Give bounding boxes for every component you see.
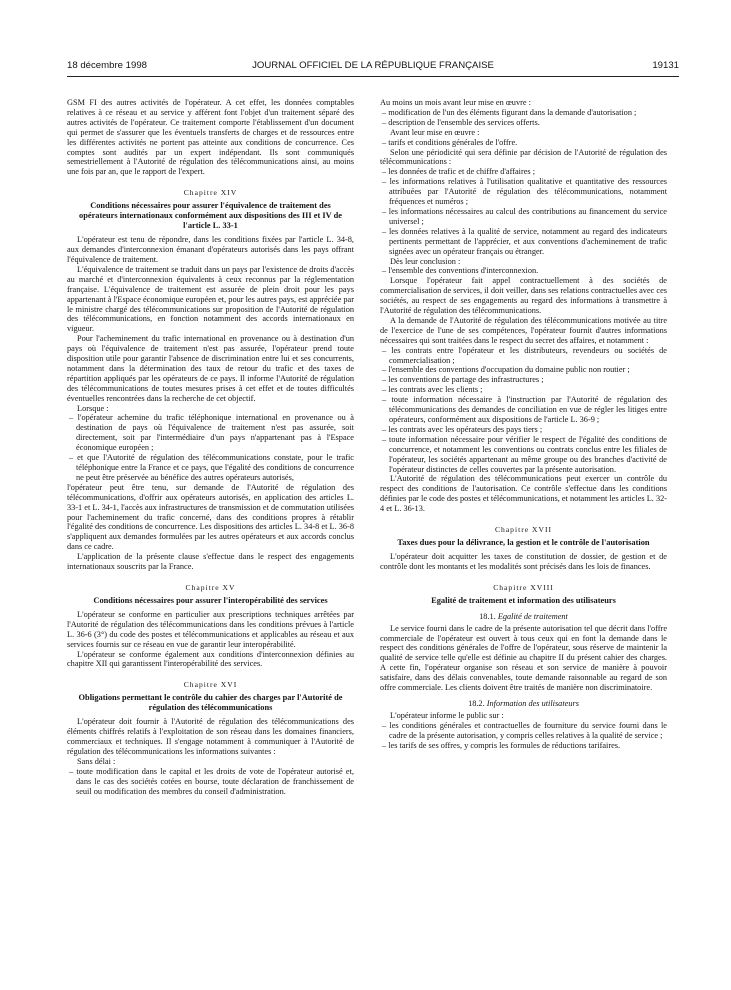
paragraph: Au moins un mois avant leur mise en œuvre : <box>380 98 531 107</box>
section-title: Egalité de traitement <box>497 611 568 621</box>
list-item: – les tarifs de ses offres, y compris les formules de réductions tarifaires. <box>382 740 621 750</box>
paragraph: L'opérateur doit acquitter les taxes de constitution de dossier, de gestion et de contrôle dont les montants et les modalités sont précisés dans les lois de finances. <box>380 551 667 571</box>
paragraph: L'opérateur se conforme également aux conditions d'interconnexion définies au chapitre XII qui garantissent l'interopérabilité des services. <box>67 649 354 669</box>
header-rule <box>67 76 679 77</box>
list-item: – toute information nécessaire pour vérifier le respect de l'égalité des conditions de concurrence, et notamment les conventions ou contrats conclus entre les filiales de l'opérateur, les sociétés appartenant au même groupe ou des branches d'activité de l'opérateur distinctes de celles couvertes par la présente autorisation. <box>382 434 667 474</box>
paragraph: Lorsque l'opérateur fait appel contractuellement à des sociétés de commercialisation de services, il doit veiller, dans ses relations contractuelles avec ces sociétés, au respect de ses engagements au regard des informations à transmettre à l'Autorité de régulation des télécommunications. <box>380 276 667 316</box>
chapter-heading: Chapitre XVIII <box>493 582 554 592</box>
paragraph: Sans délai : <box>77 756 116 766</box>
paragraph: Le service fourni dans le cadre de la présente autorisation tel que décrit dans l'offre commerciale de l'opérateur est ouvert à tous ceux qui en font la demande dans le respect des conditions générales de l'offre de l'opérateur, sous réserve de maintenir la qualité de service telle qu'elle est définie au chapitre II du présent cahier des charges. A cette fin, l'opérateur organise son réseau et son service de manière à pouvoir satisfaire, dans des délais convenables, toute demande raisonnable au regard de son offre commerciale. Les clients doivent être traités de manière non discriminatoire. <box>380 623 667 693</box>
list-item: – les conventions de partage des infrastructures ; <box>382 375 544 385</box>
chapter-title: Obligations permettant le contrôle du cahier des charges par l'Autorité de régulation des télécommunications <box>78 693 343 713</box>
list-item: – les données relatives à la qualité de service, notamment au regard des indicateurs pertinents permettant de l'apprécier, et aux conventions d'acheminement de trafic signées avec un opérateur français ou étranger. <box>382 226 667 256</box>
list-item: – description de l'ensemble des services offerts. <box>382 117 540 127</box>
paragraph: A la demande de l'Autorité de régulation des télécommunications motivée au titre de l'exercice de l'une de ses compétences, l'opérateur fournit d'autres informations nécessaires qui sont traitées dans le respect du secret des affaires, et notamment : <box>380 315 667 345</box>
paragraph: L'application de la présente clause s'effectue dans le respect des engagements internationaux souscrits par la France. <box>67 552 354 572</box>
list-item: – toute information nécessaire à l'instruction par l'Autorité de régulation des télécommunications des demandes de conciliation en vue de régler les litiges entre opérateurs, conformément aux dispositions de l'article L. 36-9 ; <box>382 395 667 424</box>
paragraph: GSM FI des autres activités de l'opérateur. A cet effet, les données comptables relatives à ce réseau et au service y afférent font l'objet d'un traitement séparé des autres activités de l'opérateur. Ce traitement comporte l'établissement d'un document qui permet de s'assurer que les éventuels transferts de charges et de ressources entre les différentes activités ne portent pas atteinte aux conditions de concurrence. Ces comptes sont audités par un expert indépendant. Ils sont communiqués semestriellement à l'Autorité de régulation des télécommunications ainsi, au moins une fois par an, que le rapport de l'expert. <box>67 98 354 177</box>
chapter-title: Egalité de traitement et information des utilisateurs <box>431 595 616 605</box>
list-item: – l'opérateur achemine du trafic téléphonique international en provenance ou à destination de pays où l'équivalence de traitement n'est pas assurée, soit directement, soit par l'intermédiaire d'un pays n'appartenant pas à l'Espace économique européen ; <box>69 413 354 453</box>
chapter-heading: Chapitre XVI <box>183 680 238 690</box>
paragraph: L'opérateur se conforme en particulier aux prescriptions techniques arrêtées par l'Autorité de régulation des télécommunications dans les conditions prévues à l'article L. 36-6 (3°) du code des postes et télécommunications et applicables au réseau et aux services fournis sur ce réseau en vue de garantir leur interopérabilité. <box>67 609 354 649</box>
paragraph: L'équivalence de traitement se traduit dans un pays par l'existence de droits d'accès au marché et d'interconnexion équivalents à ceux reconnus par la réglementation française. L'équivalence de traitement est assurée de plein droit pour les pays appartenant à l'Espace économique européen et, pour les autres pays, est appréciée par le ministre chargé des télécommunications sur proposition de l'Autorité de régulation des télécommunications, en fonction notamment des accords internationaux en vigueur. <box>67 264 354 334</box>
paragraph: L'opérateur est tenu de répondre, dans les conditions fixées par l'article L. 34-8, aux demandes d'interconnexion émanant d'opérateurs autorisés dans les pays offrant l'équivalence de traitement. <box>67 235 354 264</box>
list-item: – modification de l'un des éléments figurant dans la demande d'autorisation ; <box>382 107 637 117</box>
list-item: – les conditions générales et contractuelles de fourniture du service fourni dans le cadre de la présente autorisation, y compris celles relatives à la qualité de service ; <box>382 720 667 740</box>
chapter-title: Conditions nécessaires pour assurer l'équivalence de traitement des opérateurs internationaux conformément aux dispositions des III et IV de l'article L. 33-1 <box>79 201 342 231</box>
list-item: – les informations nécessaires au calcul des contributions au financement du service universel ; <box>382 206 667 226</box>
list-item: – les contrats avec les clients ; <box>382 385 483 395</box>
list-item: – l'ensemble des conventions d'occupation du domaine public non routier ; <box>382 365 630 375</box>
section-heading <box>380 699 667 709</box>
section-heading <box>380 612 667 622</box>
paragraph: L'opérateur doit fournir à l'Autorité de régulation des télécommunications des éléments chiffrés relatifs à l'exploitation de son réseau dans les domaines financiers, commerciaux et techniques. Il s'engage notamment à communiquer à l'Autorité de régulation des télécommunications les informations suivantes : <box>67 717 354 756</box>
journal-title: JOURNAL OFFICIEL DE LA RÉPUBLIQUE FRANÇAISE <box>252 60 494 71</box>
chapter-heading: Chapitre XIV <box>183 188 238 198</box>
section-title: Information des utilisateurs <box>486 698 579 708</box>
page-header <box>67 60 679 74</box>
page-number: 19131 <box>652 60 679 71</box>
paragraph: L'Autorité de régulation des télécommunications peut exercer un contrôle du respect des conditions de l'autorisation. Ce contrôle s'effectue dans les conditions définies par le code des postes et télécommunications, et notamment les articles L. 32-4 et L. 36-13. <box>380 474 667 514</box>
paragraph: l'opérateur peut être tenu, sur demande de l'Autorité de régulation des télécommunications, d'offrir aux opérateurs autorisés, en application des articles L. 33-1 et L. 34-1, l'accès aux infrastructures de transmission et de commutation utilisées pour l'acheminement du trafic concerné, dans des conditions propres à rétablir l'égalité des conditions de concurrence. Les dispositions des articles L. 34-8 et L. 36-8 s'appliquent aux demandes formulées par les autres opérateurs et aux accords conclus dans ce cadre. <box>67 482 354 552</box>
list-item: – toute modification dans le capital et les droits de vote de l'opérateur autorisé et, dans le cas des sociétés cotées en bourse, toute déclaration de franchissement de seuil ou modification des membres du conseil d'administration. <box>69 766 354 796</box>
list-item: – les contrats entre l'opérateur et les distributeurs, revendeurs ou sociétés de commercialisation ; <box>382 345 667 365</box>
list-item: – et que l'Autorité de régulation des télécommunications constate, pour le trafic téléphonique entre la France et ce pays, que l'égalité des conditions de concurrence ne peut être préservée au bénéfice des autres opérateurs autorisés, <box>69 453 354 482</box>
list-item: – les informations relatives à l'utilisation qualitative et quantitative des ressources attribuées par l'Autorité de régulation des télécommunications, notamment fréquences et numéros ; <box>382 177 667 207</box>
paragraph: Dès leur conclusion : <box>390 256 461 266</box>
left-column <box>67 98 354 796</box>
paragraph: Selon une périodicité qui sera définie par décision de l'Autorité de régulation des télécommunications : <box>380 147 667 167</box>
chapter-heading: Chapitre XV <box>185 582 236 592</box>
paragraph: Pour l'acheminement du trafic international en provenance ou à destination d'un pays où l'équivalence de traitement n'est pas assurée, l'opérateur prend toute disposition utile pour garantir l'absence de discrimination entre lui et ses concurrents, notamment dans la détermination des taux de retour du trafic et des taxes de répartition appliqués par les opérateurs de ce pays. Il informe l'Autorité de régulation des télécommunications de toutes mesures prises à cet effet et de toutes difficultés éventuelles rencontrées dans la recherche de cet objectif. <box>67 334 354 403</box>
list-item: – l'ensemble des conventions d'interconnexion. <box>382 266 539 276</box>
paragraph: Avant leur mise en œuvre : <box>390 127 480 137</box>
chapter-title: Conditions nécessaires pour assurer l'interopérabilité des services <box>93 595 328 605</box>
paragraph: Lorsque : <box>77 403 109 413</box>
section-number: 18.2. <box>468 698 485 708</box>
paragraph: L'opérateur informe le public sur : <box>390 710 504 720</box>
right-column <box>380 98 667 750</box>
list-item: – les données de trafic et de chiffre d'affaires ; <box>382 167 535 177</box>
list-item: – les contrats avec les opérateurs des pays tiers ; <box>382 424 543 434</box>
section-number: 18.1. <box>479 611 496 621</box>
issue-date: 18 décembre 1998 <box>67 60 148 71</box>
list-item: – tarifs et conditions générales de l'offre. <box>382 137 518 147</box>
chapter-heading: Chapitre XVII <box>494 525 553 535</box>
chapter-title: Taxes dues pour la délivrance, la gestion et le contrôle de l'autorisation <box>397 537 650 547</box>
